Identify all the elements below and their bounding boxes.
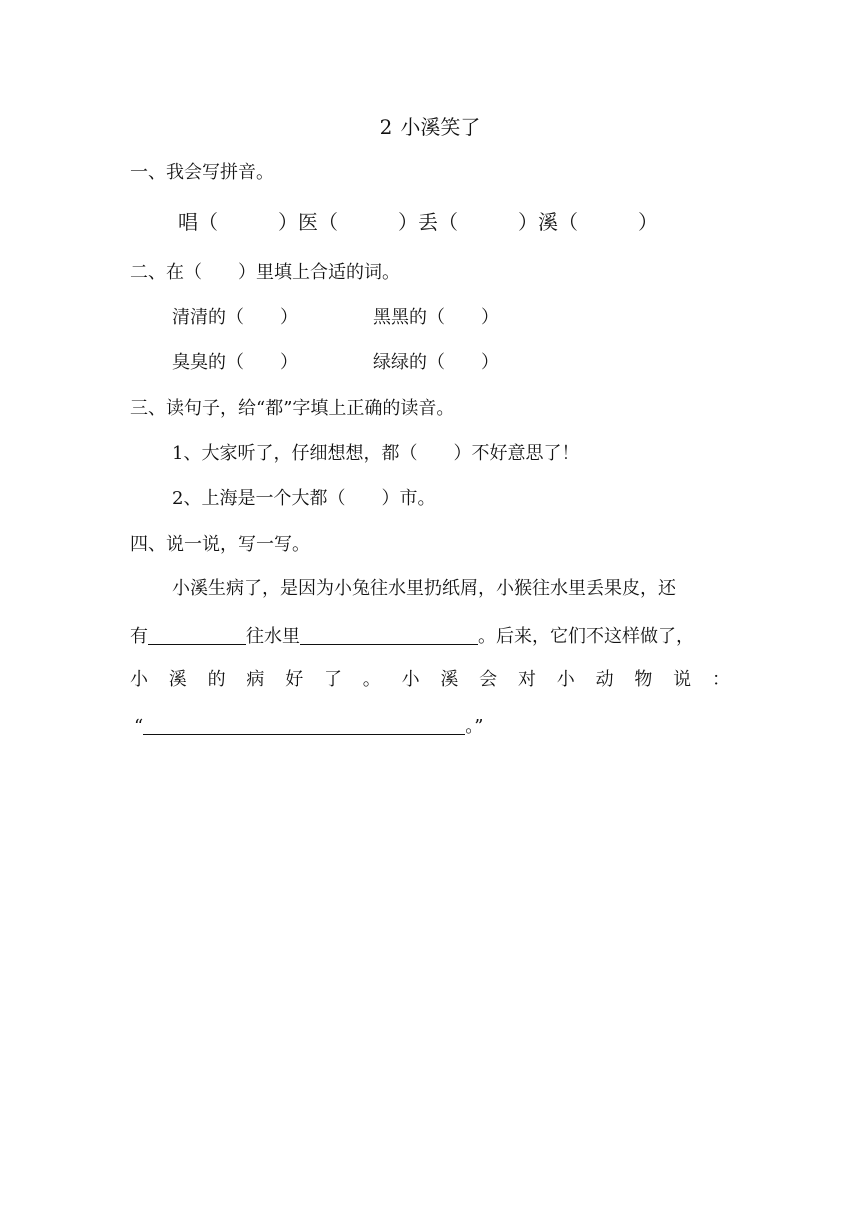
page-title [0,117,860,137]
section1-heading: 一、我会写拼音。 [130,162,274,183]
lesson-title: 小溪笑了 [400,115,481,139]
word-item: 绿绿的（ ） [373,352,499,373]
section4-heading: 四、说一说，写一写。 [130,534,310,555]
word-item: 黑黑的（ ） [373,307,499,328]
pinyin-item: 唱（ ） [178,210,298,234]
word-item: 臭臭的（ ） [172,352,298,373]
pinyin-item: 溪（ ） [538,210,658,234]
sentence-item: 1、大家听了，仔细想想，都（ ）不好意思了！ [172,443,580,464]
section2-heading: 二、在（ ）里填上合适的词。 [130,262,400,283]
answer-blank[interactable] [148,626,246,645]
pinyin-item: 医（ ） [298,210,418,234]
pinyin-item: 丢（ ） [418,210,538,234]
section3-heading: 三、读句子，给“都”字填上正确的读音。 [130,398,455,419]
answer-blank[interactable] [300,626,478,645]
lesson-number: 2 [379,115,393,139]
pinyin-row [178,212,658,232]
story-line-2: 有 往水里 。后来，它们不这样做了， [130,626,694,647]
sentence-item: 2、上海是一个大都（ ）市。 [172,488,436,509]
story-line-1: 小溪生病了，是因为小兔往水里扔纸屑，小猴往水里丢果皮，还 [172,578,676,599]
answer-blank[interactable] [143,716,465,735]
word-item: 清清的（ ） [172,307,298,328]
story-line-3: 小 溪 的 病 好 了 。 小 溪 会 对 小 动 物 说 ： [130,669,730,690]
story-line-4: “ 。” [134,716,484,737]
